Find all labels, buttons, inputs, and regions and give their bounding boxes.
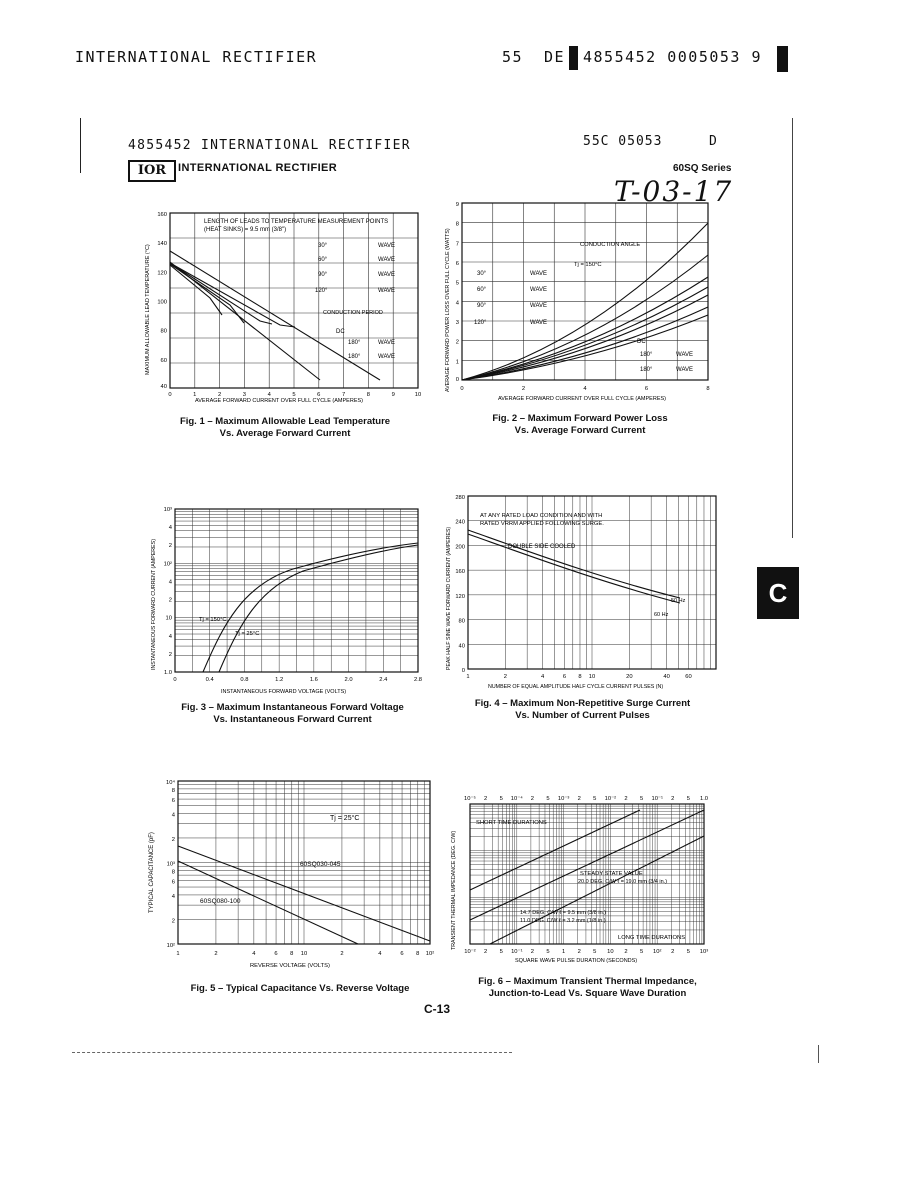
- fig2-xtick: 2: [521, 386, 526, 392]
- fig1-grid: [170, 213, 418, 388]
- fig3-xtick: 2.0: [344, 677, 353, 683]
- fig2-caption: [455, 413, 705, 437]
- fig1-caption-line2: Vs. Average Forward Current: [219, 428, 351, 439]
- fig5-ytick: 8: [171, 787, 175, 794]
- fig1-caption: [150, 416, 420, 440]
- fig1-label-60: 60°: [318, 257, 328, 263]
- fig4-ytick: 80: [458, 618, 465, 625]
- fig3-xtick: 0.4: [205, 677, 214, 683]
- fig4-xtick: 4: [541, 674, 545, 680]
- fig5-xtick: 4: [252, 951, 256, 957]
- fig2-ytick: 1: [455, 359, 459, 366]
- fig1-xtick: 3: [242, 392, 247, 398]
- fig4-ylabel: PEAK HALF SINE WAVE FORWARD CURRENT (AMPERES): [446, 526, 452, 670]
- fig2-wave: WAVE: [530, 271, 548, 277]
- fig1-xtick: 9: [391, 392, 395, 398]
- fig1-ytick: 80: [160, 328, 167, 335]
- fig3-caption: [150, 702, 435, 726]
- fig3-ytick: 1.0: [163, 670, 172, 676]
- fig4-ytick: 40: [458, 643, 465, 650]
- fig5-ylabel: TYPICAL CAPACITANCE (pF): [149, 832, 155, 913]
- fig6-value2: 14.7 DEG. C/W ℓ = 9.5 mm (3/8 in.): [520, 910, 606, 916]
- fig1-wave: WAVE: [378, 243, 396, 249]
- fig2-ytick: 0: [455, 377, 459, 383]
- fig4-note2: RATED VRRM APPLIED FOLLOWING SURGE.: [480, 521, 604, 527]
- fig1-label-180a: 180°: [348, 340, 361, 346]
- fig2-xtick: 8: [706, 386, 710, 392]
- fig5-xticks: [176, 951, 434, 957]
- fig1-ytick: 40: [160, 384, 167, 390]
- fig5-ytick: 10⁴: [166, 780, 175, 786]
- fig1-xtick: 2: [217, 392, 222, 398]
- fig6-caption-line2: Junction-to-Lead Vs. Square Wave Duration: [488, 988, 687, 999]
- fig6-top-tick: 10⁻⁴: [510, 796, 523, 802]
- fig1-xtick: 1: [193, 392, 197, 398]
- fig5-series1: 60SQ030-045: [300, 861, 341, 868]
- fig6-ylabel: TRANSIENT THERMAL IMPEDANCE (DEG. C/W): [451, 830, 457, 950]
- fig6-bottom-tick: 10²: [653, 949, 662, 955]
- fig2-xlabel: AVERAGE FORWARD CURRENT OVER FULL CYCLE (AMPERES): [498, 396, 666, 402]
- fig1-ytick: 160: [157, 212, 167, 218]
- fig2-conduction: CONDUCTION ANGLE: [580, 242, 641, 248]
- fig3-xtick: 2.8: [413, 677, 423, 683]
- fig1-xtick: 8: [366, 392, 371, 398]
- fig6-value1: 20.0 DEG. C/W ℓ = 19.0 mm (3/4 in.): [578, 879, 668, 885]
- fig5-chart: [140, 775, 440, 975]
- fig6-curve-long-2: [490, 836, 704, 944]
- fig6-bottom-tick: 2: [671, 949, 675, 955]
- fig4-xtick: 10: [588, 674, 596, 680]
- fig1-yticks: [157, 212, 167, 390]
- fig1-wave: WAVE: [378, 257, 396, 263]
- fig3-t150: Tj = 150°C: [199, 617, 227, 623]
- fig1-xtick: 5: [292, 392, 296, 398]
- fig5-ytick: 8: [171, 869, 175, 876]
- fig3-ytick: 10²: [163, 561, 172, 568]
- fig1-chart: [140, 205, 430, 405]
- fig3-chart: [143, 505, 428, 700]
- fig3-curves: [203, 543, 418, 672]
- fig3-xtick: 1.6: [309, 677, 318, 683]
- fig3-ytick: 2: [168, 651, 172, 658]
- header-company: INTERNATIONAL RECTIFIER: [75, 48, 318, 66]
- fig4-note1: AT ANY RATED LOAD CONDITION AND WITH: [480, 513, 603, 519]
- fig6-top-tick: 5: [686, 796, 691, 802]
- fig4-ytick: 280: [455, 495, 465, 501]
- right-rule: [792, 118, 793, 538]
- subheader-ref: 4855452 INTERNATIONAL RECTIFIER: [128, 138, 411, 153]
- section-tab: C: [757, 567, 799, 619]
- fig6-top-tick: 2: [530, 796, 535, 802]
- fig4-ytick: 160: [455, 569, 465, 576]
- fig1-xtick: 6: [317, 392, 321, 398]
- fig6-value3: 11.0 DEG. C/W ℓ = 3.2 mm (1/8 in.): [520, 918, 606, 924]
- fig4-50hz: 50 Hz: [671, 598, 686, 604]
- fig2-wave: WAVE: [530, 287, 548, 293]
- fig6-bottom-tick: 5: [686, 949, 691, 955]
- fig3-xlabel: INSTANTANEOUS FORWARD VOLTAGE (VOLTS): [221, 689, 347, 695]
- fig4-xticks: [466, 674, 691, 680]
- fig2-wave: WAVE: [530, 303, 548, 309]
- fig2-tj: Tj = 150°C: [574, 262, 602, 268]
- fig3-ytick: 4: [168, 633, 172, 640]
- fig2-ylabel: AVERAGE FORWARD POWER LOSS OVER FULL CYCLE (WATTS): [445, 228, 451, 392]
- fig4-xtick: 40: [663, 674, 670, 680]
- fig5-series2: 60SQ080-100: [200, 898, 241, 905]
- fig2-caption-line2: Vs. Average Forward Current: [514, 425, 646, 436]
- fig6-top-tick: 10⁻²: [604, 796, 617, 802]
- fig5-xtick: 10²: [425, 951, 435, 957]
- fig3-caption-line1: Fig. 3 – Maximum Instantaneous Forward Voltage: [181, 702, 404, 713]
- fig6-bottom-tick: 2: [624, 949, 628, 955]
- fig6-long: LONG TIME DURATIONS: [618, 935, 686, 941]
- fig3-ytick: 2: [168, 597, 172, 604]
- fig2-ytick: 7: [455, 241, 459, 248]
- fig2-ytick: 9: [455, 202, 459, 208]
- fig2-wave: WAVE: [676, 352, 694, 358]
- fig4-xtick: 20: [626, 674, 633, 680]
- fig2-ytick: 3: [455, 320, 459, 326]
- fig5-xtick: 2: [214, 951, 218, 957]
- fig1-label-90: 90°: [318, 272, 328, 278]
- fig6-top-tick: 10⁻³: [557, 796, 570, 802]
- fig1-xtick: 10: [414, 392, 422, 398]
- company-logo: IOR: [128, 160, 176, 182]
- fig4-xtick: 8: [578, 674, 582, 680]
- fig4-ytick: 240: [455, 519, 465, 526]
- fig6-bottom-tick: 10⁻²: [464, 949, 476, 955]
- fig1-label-dc: DC: [336, 329, 345, 335]
- fig1-conduction: CONDUCTION PERIOD: [323, 310, 383, 316]
- fig3-ytick: 10: [165, 615, 172, 622]
- header-bar-mark: [569, 46, 578, 70]
- subheader-code: 55C 05053: [583, 134, 663, 149]
- fig5-xtick: 2: [340, 951, 344, 957]
- fig3-xticks: [173, 677, 422, 683]
- fig1-wave: WAVE: [378, 354, 396, 360]
- fig2-xtick: 0: [460, 386, 464, 392]
- fig6-bottom-tick: 10³: [699, 949, 709, 955]
- fig1-ytick: 120: [157, 270, 167, 277]
- fig6-bottom-tick: 2: [577, 949, 581, 955]
- fig1-note1: LENGTH OF LEADS TO TEMPERATURE MEASUREMENT POINTS: [204, 219, 389, 225]
- fig6-chart: [440, 790, 720, 965]
- fig2-xticks: [460, 386, 709, 392]
- fig3-caption-line2: Vs. Instantaneous Forward Current: [213, 714, 372, 725]
- fig1-xtick: 4: [267, 392, 271, 398]
- fig5-ytick: 2: [171, 918, 175, 925]
- fig1-curve-60: [170, 264, 244, 323]
- fig6-top-tick: 2: [671, 796, 675, 802]
- fig1-ytick: 140: [157, 241, 167, 248]
- fig3-xtick: 2.4: [379, 677, 388, 683]
- fig6-bottom-tick: 5: [546, 949, 550, 955]
- fig6-top-ticks: [464, 795, 708, 802]
- fig5-ytick: 2: [171, 836, 175, 843]
- fig3-grid: [175, 509, 418, 672]
- fig5-xtick: 10: [300, 951, 308, 957]
- fig1-label-30: 30°: [318, 243, 328, 249]
- fig4-chart: [440, 490, 720, 695]
- margin-rule: [80, 118, 81, 173]
- fig6-xlabel: SQUARE WAVE PULSE DURATION (SECONDS): [515, 958, 638, 964]
- fig5-ytick: 4: [171, 893, 175, 900]
- fig2-yticks: [456, 202, 460, 383]
- fig1-wave: WAVE: [378, 288, 396, 294]
- fig5-xtick: 8: [416, 951, 420, 957]
- fig1-ylabel: MAXIMUM ALLOWABLE LEAD TEMPERATURE (°C): [145, 244, 151, 375]
- fig2-xtick: 6: [644, 386, 649, 392]
- fig6-bottom-tick: 5: [639, 949, 644, 955]
- fig5-ytick: 6: [171, 798, 175, 805]
- fig6-caption-line1: Fig. 6 – Maximum Transient Thermal Impedance,: [478, 976, 697, 987]
- fig1-xtick: 7: [341, 392, 346, 398]
- fig5-xtick: 1: [176, 951, 180, 957]
- fig2-label-90: 90°: [477, 303, 487, 309]
- fig5-ytick: 6: [171, 879, 175, 886]
- fig5-xlabel: REVERSE VOLTAGE (VOLTS): [250, 963, 330, 969]
- fig2-xtick: 4: [583, 386, 587, 392]
- fig2-label-60: 60°: [477, 287, 487, 293]
- fig2-label-dc: DC: [637, 339, 646, 345]
- fig1-label-120: 120°: [315, 288, 328, 294]
- fig6-caption: [455, 976, 720, 1000]
- fig3-xtick: 0.8: [240, 677, 249, 683]
- fig5-xtick: 8: [290, 951, 294, 957]
- fig4-xtick: 1: [466, 674, 470, 680]
- fig1-wave: WAVE: [378, 340, 396, 346]
- fig3-curve-25c: [219, 545, 418, 672]
- fig4-caption-line2: Vs. Number of Current Pulses: [515, 710, 650, 721]
- fig1-curve-120: [170, 263, 295, 327]
- fig3-xtick: 1.2: [275, 677, 284, 683]
- page-number: C-13: [424, 1002, 451, 1016]
- fig3-ytick: 2: [168, 543, 172, 550]
- fig3-ytick: 4: [168, 525, 172, 532]
- fig2-ytick: 6: [455, 261, 459, 267]
- fig1-xlabel: AVERAGE FORWARD CURRENT OVER FULL CYCLE (AMPERES): [195, 398, 363, 404]
- fig4-60hz: 60 Hz: [654, 612, 669, 618]
- fig2-caption-line1: Fig. 2 – Maximum Forward Power Loss: [492, 413, 668, 424]
- header-code-mid: DE: [544, 48, 566, 66]
- fig6-curve-long-1: [470, 810, 704, 920]
- fig2-wave: WAVE: [530, 320, 548, 326]
- fig4-caption-line1: Fig. 4 – Maximum Non-Repetitive Surge Current: [474, 698, 691, 709]
- fig6-bottom-tick: 10: [607, 949, 614, 955]
- fig5-xtick: 6: [274, 951, 278, 957]
- fig6-bottom-tick: 5: [593, 949, 597, 955]
- fig2-ytick: 2: [455, 339, 459, 346]
- fig6-top-tick: 2: [577, 796, 581, 802]
- fig4-xtick: 6: [562, 674, 567, 680]
- fig1-ytick: 100: [157, 299, 167, 306]
- fig6-bottom-tick: 2: [530, 949, 535, 955]
- fig1-ytick: 60: [160, 357, 167, 364]
- fig4-curves: [468, 530, 680, 603]
- header-bar-mark-right: [777, 46, 788, 72]
- fig1-label-180b: 180°: [348, 354, 361, 360]
- fig5-caption: Fig. 5 – Typical Capacitance Vs. Reverse Voltage: [190, 983, 410, 994]
- fig4-xlabel: NUMBER OF EQUAL AMPLITUDE HALF CYCLE CURRENT PULSES (N): [488, 684, 664, 690]
- fig6-short: SHORT TIME DURATIONS: [476, 820, 547, 826]
- fig4-xtick: 60: [685, 674, 692, 680]
- scan-mark: [818, 1045, 819, 1063]
- fig1-note2: (HEAT SINKS) = 9.5 mm (3/8"): [204, 227, 287, 233]
- fig3-ytick: 4: [168, 579, 172, 586]
- fig6-bottom-ticks: [464, 949, 708, 955]
- subheader-letter: D: [709, 134, 717, 149]
- scan-line: [72, 1052, 512, 1054]
- fig2-wave: WAVE: [676, 367, 694, 373]
- fig4-curve-50hz: [468, 530, 680, 598]
- fig4-xtick: 2: [503, 674, 507, 680]
- fig3-xtick: 0: [173, 677, 177, 683]
- fig6-bottom-tick: 2: [483, 949, 488, 955]
- fig6-bottom-tick: 5: [499, 949, 503, 955]
- fig3-ytick: 10³: [163, 507, 172, 513]
- fig4-ytick: 200: [455, 544, 465, 551]
- fig3-ylabel: INSTANTANEOUS FORWARD CURRENT (AMPERES): [151, 539, 157, 670]
- fig6-bottom-tick: 10⁻¹: [511, 949, 523, 955]
- fig2-ytick: 8: [455, 221, 459, 228]
- fig2-label-30: 30°: [477, 271, 487, 277]
- header-code-right: 4855452 0005053 9: [583, 48, 763, 66]
- fig5-ytick: 4: [171, 812, 175, 819]
- fig5-ytick: 10²: [166, 943, 175, 949]
- fig3-yticks: [164, 507, 173, 676]
- fig4-yticks: [455, 495, 465, 674]
- fig6-top-tick: 5: [593, 796, 597, 802]
- fig5-yticks: [166, 779, 176, 949]
- fig6-top-tick: 5: [639, 796, 644, 802]
- fig2-chart: [440, 195, 715, 405]
- fig6-top-tick: 10⁻⁵: [464, 796, 476, 802]
- fig5-xtick: 6: [400, 951, 404, 957]
- header-code-left: 55: [502, 48, 524, 66]
- fig2-label-180a: 180°: [640, 352, 653, 358]
- fig2-ytick: 4: [455, 300, 459, 307]
- handwritten-note: T-03-17: [614, 175, 734, 208]
- fig6-top-tick: 2: [624, 796, 628, 802]
- fig1-curve-30: [170, 265, 222, 315]
- fig4-caption: [455, 698, 710, 722]
- fig2-ytick: 5: [455, 280, 459, 287]
- fig1-wave: WAVE: [378, 272, 396, 278]
- fig3-t25: Tj = 25°C: [235, 631, 260, 637]
- fig5-tj: Tj = 25°C: [330, 815, 360, 822]
- series-label: 60SQ Series: [673, 163, 732, 174]
- fig6-top-tick: 5: [546, 796, 550, 802]
- fig6-top-tick: 1.0: [699, 796, 709, 802]
- fig4-cooled: DOUBLE SIDE COOLED: [508, 544, 576, 550]
- fig4-ytick: 120: [455, 593, 465, 600]
- fig4-ytick: 0: [461, 668, 465, 674]
- fig6-top-tick: 2: [483, 796, 488, 802]
- fig2-label-180b: 180°: [640, 367, 653, 373]
- fig6-bottom-tick: 1: [561, 949, 566, 955]
- subheader-company: INTERNATIONAL RECTIFIER: [178, 162, 338, 174]
- fig5-ytick: 10³: [166, 861, 175, 868]
- fig2-label-120: 120°: [474, 320, 487, 326]
- fig6-top-tick: 5: [499, 796, 503, 802]
- fig1-xtick: 0: [168, 392, 172, 398]
- fig6-top-tick: 10⁻¹: [651, 796, 663, 802]
- fig6-steady: STEADY STATE VALUE: [580, 871, 643, 877]
- fig5-xtick: 4: [378, 951, 382, 957]
- fig1-caption-line1: Fig. 1 – Maximum Allowable Lead Temperature: [179, 416, 391, 427]
- fig3-curve-150c: [203, 543, 418, 672]
